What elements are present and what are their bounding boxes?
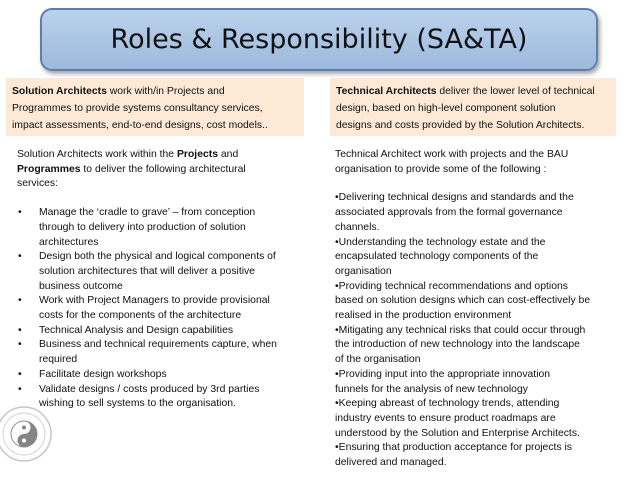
- ta-item-line: the introduction of new technology into the landscape: [335, 339, 580, 351]
- technical-architects-column: [335, 148, 631, 471]
- ta-summary-line-3: designs and costs provided by the Solution Architects.: [336, 120, 585, 131]
- ta-item-line: industry events to ensure product roadmaps are: [335, 412, 556, 424]
- sa-intro: Solution Architects work within the Projects and Programmes to deliver the following architectural services:: [17, 149, 246, 190]
- ta-list-item: [335, 441, 631, 470]
- sa-summary-line-2: Programmes to provide systems consultancy services,: [12, 103, 263, 114]
- sa-bullet-line: • Technical Analysis and Design capabilities: [39, 324, 234, 336]
- sa-summary-line-3: impact assessments, end-to-end designs, cost models..: [12, 120, 268, 131]
- ta-item-line: •Understanding the technology estate and the: [335, 236, 546, 248]
- ta-item-line: realised in the production environment: [335, 310, 512, 322]
- ta-intro: Technical Architect work with projects and the BAU organisation to provide some of the following :: [335, 149, 569, 175]
- ta-summary-line-1: deliver the lower level of technical: [436, 86, 595, 97]
- ta-item-line: based on solution designs which can cost-effectively be: [335, 295, 591, 307]
- sa-bullet-item: [17, 206, 307, 250]
- sa-bullet-item: [17, 368, 307, 383]
- sa-bullet-line: costs for the components of the architecture: [39, 310, 242, 322]
- sa-bullet-line: through to delivery into production of solution: [39, 221, 246, 233]
- sa-bullet-line: • Validate designs / costs produced by 3rd parties: [39, 383, 260, 395]
- solution-architects-summary: [6, 78, 304, 136]
- ta-list-item: [335, 280, 631, 324]
- ta-list-item: [335, 397, 631, 441]
- slide-title: Roles & Responsibility (SA&TA): [110, 24, 528, 55]
- yin-yang-seal-icon: [0, 392, 58, 476]
- ta-item-line: associated approvals from the formal governance: [335, 207, 563, 219]
- sa-bullet-line: business outcome: [39, 280, 123, 292]
- programmes-term: Programmes: [17, 163, 81, 175]
- ta-item-line: •Keeping abreast of technology trends, attending: [335, 398, 560, 410]
- sa-bullet-item: [17, 294, 307, 323]
- sa-bullet-line: • Manage the ‘cradle to grave’ – from conception: [39, 207, 256, 219]
- solution-architects-column: [17, 148, 307, 412]
- ta-item-line: •Mitigating any technical risks that could occur through: [335, 324, 586, 336]
- ta-item-line: of the organisation: [335, 354, 421, 366]
- sa-summary-line-1: work with/in Projects and: [106, 86, 225, 97]
- ta-item-line: organisation: [335, 265, 392, 277]
- ta-list-item: [335, 191, 631, 235]
- sa-bullet-line: wishing to sell systems to the organisation.: [39, 398, 236, 410]
- projects-term: Projects: [176, 149, 218, 160]
- ta-item-line: •Ensuring that production acceptance for projects is: [335, 442, 572, 454]
- sa-bullet-line: architectures: [39, 236, 99, 248]
- ta-item-line: understood by the Solution and Enterprise Architects.: [335, 427, 580, 439]
- sa-bullet-line: • Facilitate design workshops: [39, 368, 167, 380]
- ta-term: Technical Architects: [336, 86, 437, 97]
- sa-bullet-line: • Business and technical requirements capture, when: [39, 339, 277, 351]
- sa-term: Solution Architects: [12, 86, 107, 97]
- ta-list-item: [335, 368, 631, 397]
- sa-bullet-line: solution architectures that will deliver a positive: [39, 265, 255, 277]
- sa-bullet-list: [17, 206, 307, 412]
- sa-bullet-item: [17, 324, 307, 339]
- ta-item-line: channels.: [335, 221, 380, 233]
- ta-item-line: •Providing input into the appropriate innovation: [335, 368, 551, 380]
- sa-bullet-line: • Work with Project Managers to provide provisional: [39, 295, 270, 307]
- sa-bullet-item: [17, 250, 307, 294]
- sa-bullet-item: [17, 383, 307, 412]
- ta-summary-line-2: design, based on high-level component solution: [336, 103, 556, 114]
- ta-item-line: encapsulated technology components of the: [335, 251, 539, 263]
- slide-title-box: [40, 8, 598, 71]
- sa-bullet-line: • Design both the physical and logical components of: [39, 251, 276, 263]
- sa-bullet-line: required: [39, 354, 78, 366]
- ta-item-line: •Delivering technical designs and standards and the: [335, 192, 574, 204]
- sa-bullet-item: [17, 338, 307, 367]
- ta-item-line: •Providing technical recommendations and options: [335, 280, 568, 292]
- ta-list-item: [335, 236, 631, 280]
- ta-list-item: [335, 324, 631, 368]
- ta-item-line: funnels for the analysis of new technology: [335, 383, 528, 395]
- ta-item-line: delivered and managed.: [335, 457, 447, 469]
- technical-architects-summary: [330, 78, 616, 136]
- ta-item-list: [335, 191, 631, 470]
